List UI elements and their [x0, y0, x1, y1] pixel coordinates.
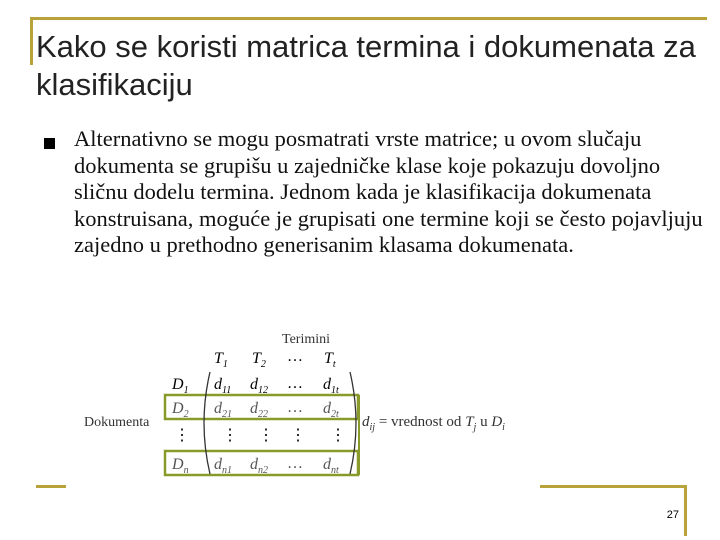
- cell-vdots-1: ⋮: [222, 427, 238, 444]
- left-rule: [30, 17, 33, 65]
- cell-dots-n: …: [287, 455, 303, 472]
- cell-d2t: $d_{2t}$: [323, 400, 339, 420]
- bottom-rule-left: [36, 485, 66, 488]
- documents-label: Dokumenta: [84, 415, 150, 430]
- cell-dn2: $d_{n2}$: [250, 456, 268, 476]
- cell-vdots-4: ⋮: [330, 427, 346, 444]
- matrix-row-1: [214, 375, 339, 396]
- page-number: 27: [666, 509, 679, 521]
- row-label-dn: $D_n$: [172, 456, 189, 476]
- term-document-matrix: [80, 324, 560, 484]
- matrix-row-2: [214, 399, 339, 420]
- right-paren: [350, 372, 356, 474]
- cell-vdots-3: ⋮: [290, 427, 306, 444]
- row-label-d1: $D_1$: [172, 376, 189, 396]
- formula-highlight: [358, 395, 360, 475]
- column-headers: [214, 348, 336, 370]
- cell-d1t: $d_{1t}$: [323, 376, 339, 396]
- col-header-dots: …: [287, 348, 303, 365]
- right-rule: [684, 486, 687, 536]
- row-label-vdots: ⋮: [174, 427, 190, 444]
- cell-d22: $d_{22}$: [250, 400, 268, 420]
- matrix-row-n: [214, 455, 339, 476]
- terms-label: Terimini: [282, 332, 331, 347]
- col-header-t2: $T_2$: [252, 350, 266, 370]
- cell-vdots-2: ⋮: [258, 427, 274, 444]
- bottom-rule-right: [540, 485, 687, 488]
- row-label-d2: $D_2$: [172, 400, 189, 420]
- matrix-row-vdots: [222, 427, 346, 444]
- top-rule: [30, 17, 707, 20]
- cell-d11: $d_{11}$: [214, 376, 232, 396]
- cell-d12: $d_{12}$: [250, 376, 268, 396]
- left-paren: [204, 372, 210, 474]
- col-header-tt: $T_t$: [324, 350, 336, 370]
- cell-dn1: $d_{n1}$: [214, 456, 232, 476]
- bullet-text: [74, 126, 704, 304]
- bullet-marker: [44, 138, 55, 149]
- bullet-paragraph: Alternativno se mogu posmatrati vrste matrice; u ovom slučaju dokumenta se grupišu u zajedničke klase koje pokazuju dovoljno sličnu dodelu termina. Jednom kada je klasifikacija dokumenata konstruisana, moguće je grupisati one termine koji se često pojavljuju zajedno u prethodno generisanim klasama dokumenata.: [74, 126, 703, 257]
- cell-dnt: $d_{nt}$: [323, 456, 339, 476]
- formula: $d_{ij}$ = vrednost od $T_j$ u $D_i$: [362, 414, 505, 433]
- row-labels: [171, 376, 190, 476]
- cell-dots-1: …: [287, 375, 303, 392]
- cell-d21: $d_{21}$: [214, 400, 232, 420]
- slide-title: Kako se koristi matrica termina i dokumenata za klasifikaciju: [36, 29, 696, 102]
- cell-dots-2: …: [287, 399, 303, 416]
- col-header-t1: $T_1$: [214, 350, 228, 370]
